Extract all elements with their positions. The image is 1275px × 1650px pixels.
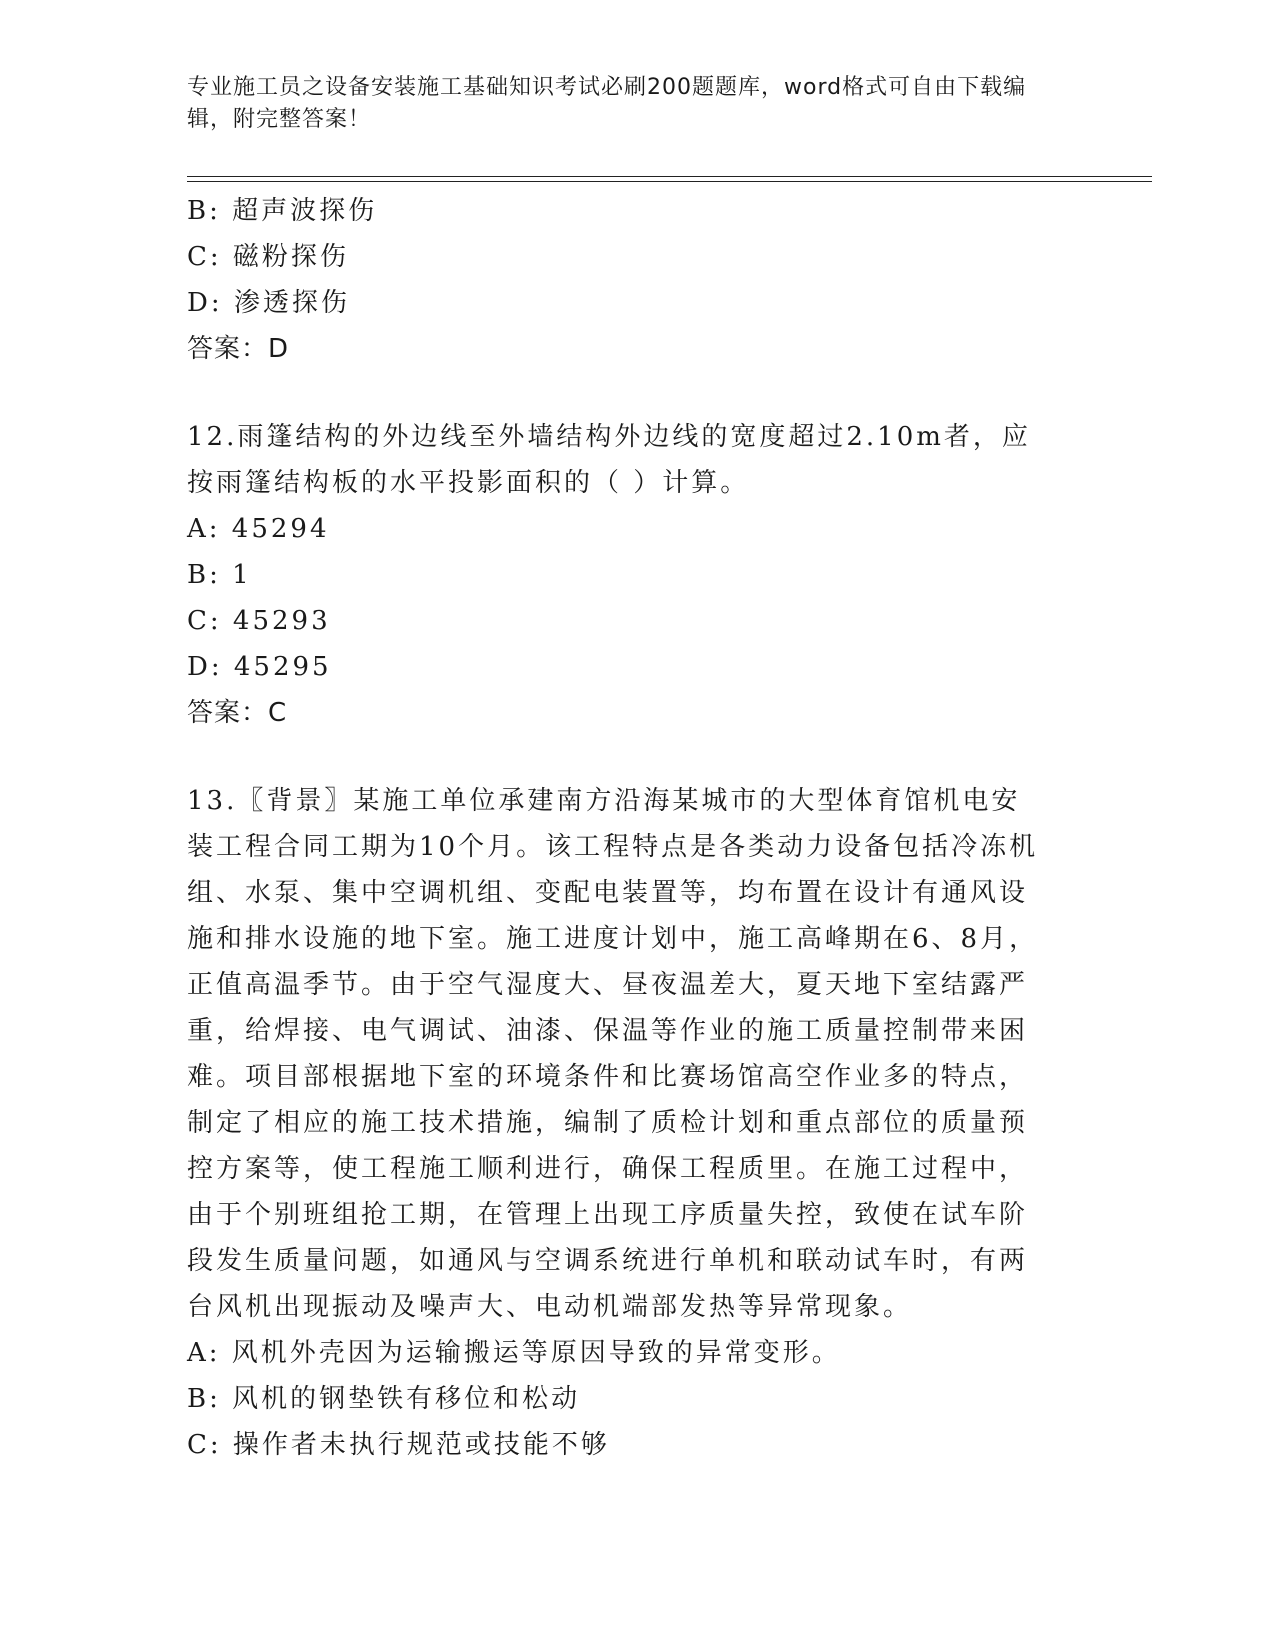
option-a: A: 风机外壳因为运输搬运等原因导致的异常变形。 (187, 1338, 841, 1368)
question-13 (187, 778, 1067, 1468)
option-c: C: 磁粉探伤 (187, 242, 349, 272)
answer-line: 答案：C (187, 698, 288, 728)
question-content (187, 188, 1067, 1468)
option-d: D: 渗透探伤 (187, 288, 350, 318)
question-12 (187, 414, 1067, 736)
question-stem: 12.雨篷结构的外边线至外墙结构外边线的宽度超过2.10m者，应按雨篷结构板的水平投影面积的（ ）计算。 (187, 422, 1031, 498)
option-b: B: 风机的钢垫铁有移位和松动 (187, 1384, 581, 1414)
option-d: D: 45295 (187, 652, 332, 682)
option-c: C: 操作者未执行规范或技能不够 (187, 1430, 610, 1460)
spacer (187, 736, 1067, 778)
header-rule-top (187, 176, 1152, 177)
option-b: B: 超声波探伤 (187, 196, 378, 226)
question-stem: 13.〖背景〗某施工单位承建南方沿海某城市的大型体育馆机电安装工程合同工期为10个月。该工程特点是各类动力设备包括冷冻机组、水泵、集中空调机组、变配电装置等，均布置在设计有通风设施和排水设施的地下室。施工进度计划中，施工高峰期在6、8月，正值高温季节。由于空气湿度大、昼夜温差大，夏天地下室结露严重，给焊接、电气调试、油漆、保温等作业的施工质量控制带来困难。项目部根据地下室的环境条件和比赛场馆高空作业多的特点，制定了相应的施工技术措施，编制了质检计划和重点部位的质量预控方案等，使工程施工顺利进行，确保工程质里。在施工过程中，由于个别班组抢工期，在管理上出现工序质量失控，致使在试车阶段发生质量问题，如通风与空调系统进行单机和联动试车时，有两台风机出现振动及噪声大、电动机端部发热等异常现象。 (187, 786, 1039, 1322)
option-c: C: 45293 (187, 606, 331, 636)
question-11-tail (187, 188, 1067, 372)
header-rule-bottom (187, 181, 1152, 182)
answer-line: 答案：D (187, 334, 290, 364)
option-a: A: 45294 (187, 514, 330, 544)
spacer (187, 372, 1067, 414)
option-b: B: 1 (187, 560, 252, 590)
document-header: 专业施工员之设备安装施工基础知识考试必刷200题题库，word格式可自由下载编辑，附完整答案！ (187, 75, 1027, 132)
